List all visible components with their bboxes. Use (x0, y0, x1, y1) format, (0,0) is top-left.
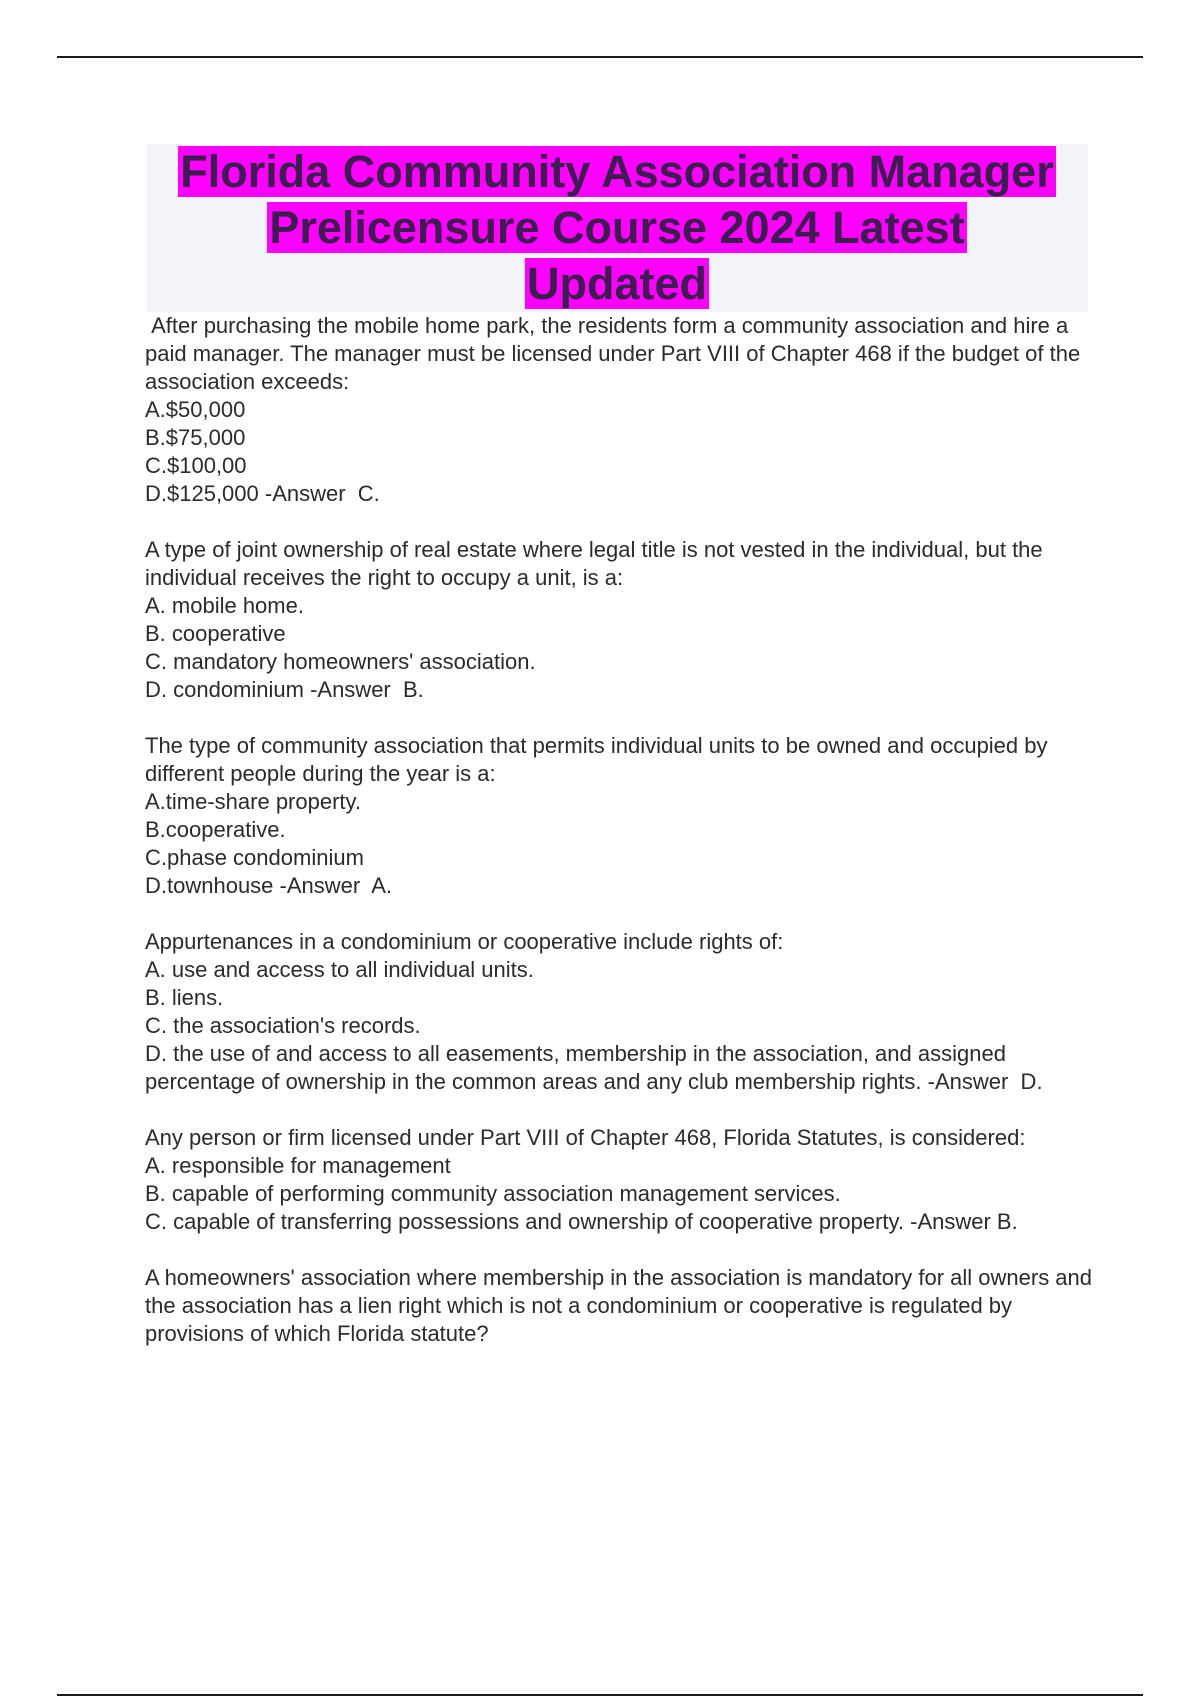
answer-option: A. responsible for management (145, 1153, 451, 1178)
document-title (146, 144, 1088, 312)
answer-option: B. liens. (145, 985, 224, 1010)
question-stem: The type of community association that permits individual units to be owned and occupied by different people during the year is a: (145, 733, 1054, 786)
question-stem: Any person or firm licensed under Part VIII of Chapter 468, Florida Statutes, is considered: (145, 1125, 1026, 1150)
answer-option: B.cooperative. (145, 817, 286, 842)
answer-option: B.$75,000 (145, 425, 246, 450)
answer-option: A.$50,000 (145, 397, 246, 422)
answer-option: C. mandatory homeowners' association. (145, 649, 536, 674)
answer-option: B. capable of performing community association management services. (145, 1181, 841, 1206)
top-rule (57, 56, 1143, 58)
question-stem: A homeowners' association where membership in the association is mandatory for all owners and the association has a lien right which is not a condominium or cooperative is regulated by provisions of which Florida statute? (145, 1265, 1099, 1346)
question-4 (145, 928, 1095, 1096)
question-5 (145, 1124, 1095, 1236)
answer-option: C. the association's records. (145, 1013, 421, 1038)
question-2 (145, 536, 1095, 704)
answer-option: A.time-share property. (145, 789, 362, 814)
question-list (145, 312, 1099, 1376)
answer-option: C.phase condominium (145, 845, 364, 870)
answer-option: D. the use of and access to all easements, membership in the association, and assigned percentage of ownership in the common areas and any club membership rights. -Answer D. (145, 1041, 1043, 1094)
question-6 (145, 1264, 1099, 1348)
answer-option: A. mobile home. (145, 593, 304, 618)
question-3 (145, 732, 1095, 900)
answer-option: D.$125,000 -Answer C. (145, 481, 380, 506)
title-line-1: Florida Community Association Manager (180, 146, 1054, 197)
bottom-rule (57, 1694, 1143, 1696)
title-line-3: Updated (527, 258, 707, 309)
answer-option: C.$100,00 (145, 453, 247, 478)
question-stem: After purchasing the mobile home park, the residents form a community association and hire a paid manager. The manager must be licensed under Part VIII of Chapter 468 if the budget of the association exceeds: (145, 313, 1087, 394)
answer-option: A. use and access to all individual units. (145, 957, 534, 982)
answer-option: D.townhouse -Answer A. (145, 873, 393, 898)
question-1 (145, 312, 1095, 508)
question-stem: A type of joint ownership of real estate where legal title is not vested in the individual, but the individual receives the right to occupy a unit, is a: (145, 537, 1049, 590)
title-line-2: Prelicensure Course 2024 Latest (269, 202, 965, 253)
answer-option: D. condominium -Answer B. (145, 677, 424, 702)
answer-option: B. cooperative (145, 621, 286, 646)
question-stem: Appurtenances in a condominium or cooperative include rights of: (145, 929, 784, 954)
answer-option: C. capable of transferring possessions and ownership of cooperative property. -Answer B. (145, 1209, 1018, 1234)
